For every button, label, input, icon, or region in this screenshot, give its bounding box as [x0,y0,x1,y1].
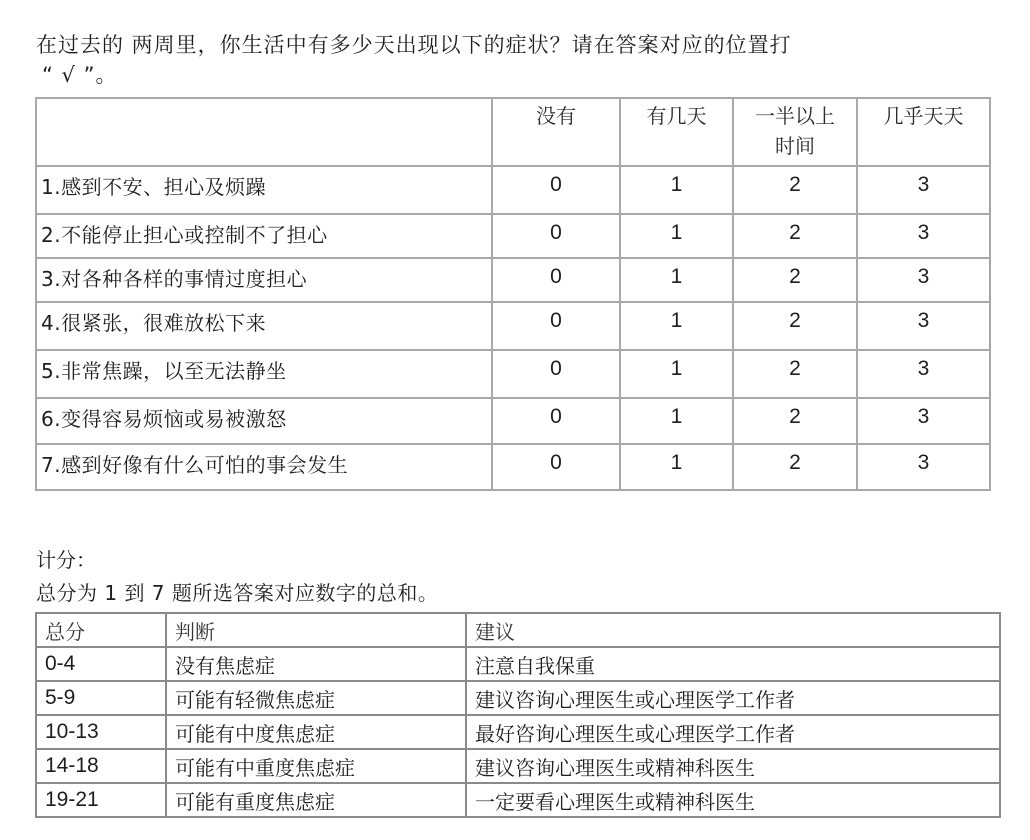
instructions-line-2: “ √ ”。 [42,63,118,87]
symptom-score-option[interactable]: 2 [733,398,857,444]
scoring-advice: 建议咨询心理医生或心理医学工作者 [466,681,1000,715]
symptom-row [36,350,990,398]
scoring-judgement: 可能有中度焦虑症 [166,715,466,749]
symptom-table-header-row [36,98,990,166]
symptom-score-option[interactable]: 0 [492,302,620,350]
symptom-score-option[interactable]: 3 [857,350,990,398]
symptom-score-option[interactable]: 3 [857,398,990,444]
symptom-item: 1.感到不安、担心及烦躁 [36,166,492,214]
instructions-line-1: 在过去的 两周里，你生活中有多少天出现以下的症状？请在答案对应的位置打 [36,33,792,57]
symptom-score-option[interactable]: 2 [733,166,857,214]
scoring-row [36,783,1000,817]
symptom-score-option[interactable]: 1 [620,302,733,350]
scoring-range: 10-13 [36,715,166,749]
symptom-item: 5.非常焦躁，以至无法静坐 [36,350,492,398]
scoring-judgement: 可能有重度焦虑症 [166,783,466,817]
symptom-score-option[interactable]: 1 [620,258,733,302]
scoring-row [36,749,1000,783]
symptom-score-option[interactable]: 0 [492,166,620,214]
symptom-row [36,398,990,444]
symptom-header-item [36,98,492,166]
symptom-score-option[interactable]: 0 [492,444,620,490]
symptom-item: 4.很紧张，很难放松下来 [36,302,492,350]
symptom-score-option[interactable]: 0 [492,398,620,444]
scoring-advice: 最好咨询心理医生或心理医学工作者 [466,715,1000,749]
scoring-range: 5-9 [36,681,166,715]
symptom-score-option[interactable]: 2 [733,350,857,398]
symptom-score-option[interactable]: 1 [620,166,733,214]
symptom-row [36,302,990,350]
symptom-header-never: 没有 [492,98,620,166]
symptom-header-more-than-half [733,98,857,166]
scoring-row [36,715,1000,749]
symptom-item: 6.变得容易烦恼或易被激怒 [36,398,492,444]
scoring-header-advice: 建议 [466,613,1000,647]
scoring-range: 14-18 [36,749,166,783]
symptom-score-option[interactable]: 3 [857,302,990,350]
symptom-score-option[interactable]: 3 [857,166,990,214]
symptom-score-option[interactable]: 2 [733,214,857,258]
scoring-judgement: 没有焦虑症 [166,647,466,681]
symptom-score-option[interactable]: 3 [857,214,990,258]
symptom-score-option[interactable]: 3 [857,444,990,490]
symptom-score-option[interactable]: 1 [620,350,733,398]
symptom-score-option[interactable]: 2 [733,258,857,302]
symptom-header-several-days: 有几天 [620,98,733,166]
symptom-score-option[interactable]: 2 [733,302,857,350]
symptom-score-option[interactable]: 0 [492,350,620,398]
symptom-row [36,444,990,490]
scoring-header-row [36,613,1000,647]
scoring-row [36,681,1000,715]
symptom-row [36,166,990,214]
scoring-advice: 注意自我保重 [466,647,1000,681]
symptom-score-option[interactable]: 0 [492,258,620,302]
symptom-table [35,97,991,491]
symptom-score-option[interactable]: 3 [857,258,990,302]
symptom-item: 7.感到好像有什么可怕的事会发生 [36,444,492,490]
symptom-row [36,258,990,302]
symptom-header-nearly-every-day: 几乎天天 [857,98,990,166]
scoring-header-judgement: 判断 [166,613,466,647]
symptom-item: 2.不能停止担心或控制不了担心 [36,214,492,258]
scoring-range: 0-4 [36,647,166,681]
symptom-score-option[interactable]: 0 [492,214,620,258]
scoring-description: 总分为 1 到 7 题所选答案对应数字的总和。 [36,581,439,605]
scoring-range: 19-21 [36,783,166,817]
symptom-score-option[interactable]: 2 [733,444,857,490]
scoring-header-total: 总分 [36,613,166,647]
scoring-judgement: 可能有轻微焦虑症 [166,681,466,715]
symptom-score-option[interactable]: 1 [620,214,733,258]
scoring-advice: 一定要看心理医生或精神科医生 [466,783,1000,817]
symptom-score-option[interactable]: 1 [620,398,733,444]
scoring-title: 计分： [36,548,96,572]
symptom-row [36,214,990,258]
scoring-table [35,612,1001,818]
scoring-advice: 建议咨询心理医生或精神科医生 [466,749,1000,783]
scoring-row [36,647,1000,681]
symptom-header-more-than-half-line-1: 一半以上 [755,104,835,128]
scoring-judgement: 可能有中重度焦虑症 [166,749,466,783]
symptom-header-more-than-half-line-2: 时间 [775,134,815,158]
symptom-score-option[interactable]: 1 [620,444,733,490]
symptom-item: 3.对各种各样的事情过度担心 [36,258,492,302]
instructions [36,30,936,90]
